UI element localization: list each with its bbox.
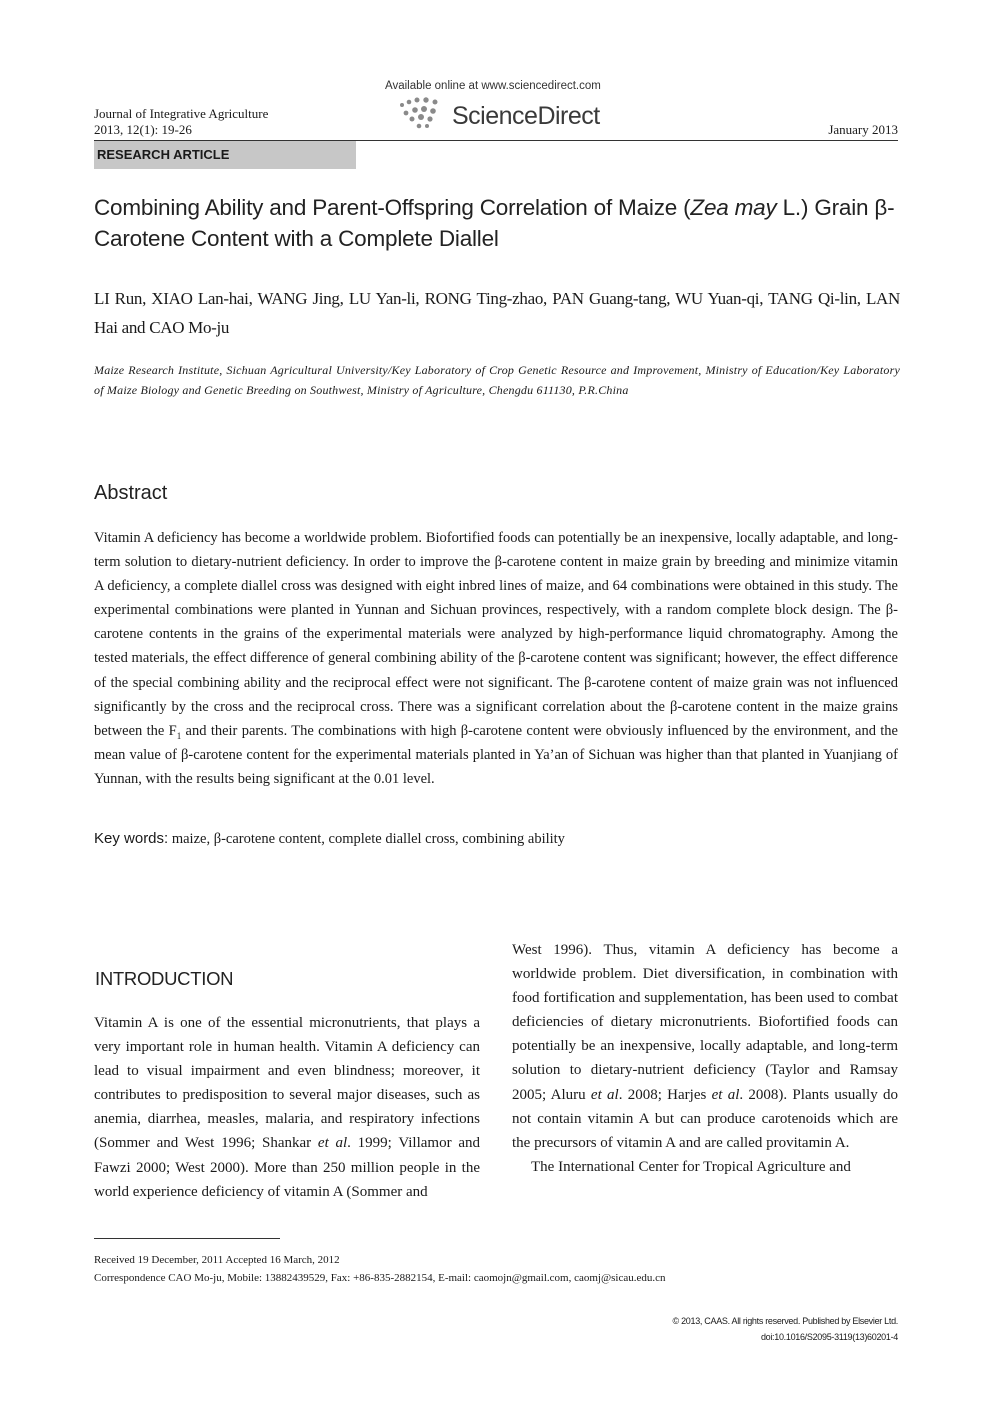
intro-right-etal-2: et al <box>711 1086 740 1103</box>
keywords-values: maize, β-carotene content, complete diallel cross, combining ability <box>168 831 565 847</box>
author-list: LI Run, XIAO Lan-hai, WANG Jing, LU Yan-li, RONG Ting-zhao, PAN Guang-tang, WU Yuan-qi, TANG Qi-lin, LAN Hai and CAO Mo-ju <box>94 289 900 337</box>
introduction-right-column <box>512 938 898 1179</box>
abstract-text <box>94 526 898 791</box>
intro-right-text-b: . 2008; Harjes <box>618 1086 712 1103</box>
article-type-label: RESEARCH ARTICLE <box>94 141 356 169</box>
correspondence-info: Correspondence CAO Mo-ju, Mobile: 13882439529, Fax: +86-835-2882154, E-mail: caomojn@gmail.com, caomj@sicau.edu.cn <box>94 1272 666 1284</box>
title-part-2: L.) Grain β-Carotene Content with a Complete Diallel <box>94 195 895 251</box>
title-species: Zea may <box>690 195 777 220</box>
copyright-notice: © 2013, CAAS. All rights reserved. Published by Elsevier Ltd. <box>672 1316 898 1326</box>
journal-issue: 2013, 12(1): 19-26 <box>94 122 192 137</box>
intro-left-etal: et al <box>317 1135 348 1152</box>
footnote-divider <box>94 1238 280 1239</box>
introduction-paragraph <box>94 1011 480 1204</box>
introduction-paragraph-2: The International Center for Tropical Agriculture and <box>531 1158 851 1175</box>
keywords-label: Key words: <box>94 830 169 847</box>
received-dates: Received 19 December, 2011 Accepted 16 March, 2012 <box>94 1254 340 1266</box>
keywords <box>94 827 898 851</box>
issue-date: January 2013 <box>828 122 898 137</box>
abstract-text-a: Vitamin A deficiency has become a worldwide problem. Biofortified foods can potentially be an inexpensive, locally adaptable, and long-term solution to dietary-nutrient deficiency. In order to improve the β-carotene content in maize grain by breeding and minimize vitamin A deficiency, a complete diallel cross was designed with eight inbred lines of maize, and 64 combinations were obtained in this study. The experimental combinations were planted in Yunnan and Sichuan provinces, respectively, with a random complete block design. The β-carotene contents in the grains of the experimental materials were analyzed by high-performance liquid chromatography. Among the tested materials, the effect difference of general combining ability of the β-carotene content was significant; however, the effect difference of the special combining ability and the reciprocal effect were not significant. The β-carotene content of maize grain was not influenced significantly by the cross and the reciprocal cross. There was a significant correlation about the β-carotene content in the maize grains between the F <box>94 530 898 739</box>
journal-citation <box>94 106 268 138</box>
intro-right-text-c: . 2008). Plants usually do not contain vitamin A but can produce carotenoids which are the precursors of vitamin A and are called provitamin A. <box>512 1086 898 1151</box>
journal-name: Journal of Integrative Agriculture <box>94 106 269 121</box>
affiliation: Maize Research Institute, Sichuan Agricultural University/Key Laboratory of Crop Genetic Resource and Improvement, Ministry of Education/Key Laboratory of Maize Biology and Genetic Breeding on Southwest, Ministry of Agriculture, Chengdu 611130, P.R.China <box>94 363 900 397</box>
available-online-text[interactable]: Available online at www.sciencedirect.com <box>385 80 601 92</box>
abstract-heading: Abstract <box>94 482 168 504</box>
abstract-text-b: and their parents. The combinations with high β-carotene content were obviously influenced by the environment, and the mean value of β-carotene content for the experimental materials planted in Ya’an of Sichuan was higher than that planted in Yuanjiang of Yunnan, with the results being significant at the 0.01 level. <box>94 722 898 787</box>
intro-left-text-a: Vitamin A is one of the essential micronutrients, that plays a very important role in human health. Vitamin A deficiency can lead to visual impairment and even blindness; moreover, it contributes to predisposition to several major diseases, such as anemia, diarrhea, measles, malaria, and respiratory infections (Sommer and West 1996; Shankar <box>94 1015 480 1152</box>
introduction-left-column <box>94 1011 480 1204</box>
introduction-heading: INTRODUCTION <box>95 968 234 989</box>
abstract-subscript: 1 <box>176 730 182 741</box>
doi-link[interactable]: doi:10.1016/S2095-3119(13)60201-4 <box>760 1332 898 1342</box>
introduction-paragraph <box>512 938 898 1155</box>
intro-left-text-b: . 1999; Villamor and Fawzi 2000; West 2000). More than 250 million people in the world experience deficiency of vitamin A (Sommer and <box>94 1135 480 1200</box>
article-title <box>94 192 904 254</box>
intro-right-text-a: West 1996). Thus, vitamin A deficiency has become a worldwide problem. Diet diversification, in combination with food fortification and supplementation, has been used to combat deficiencies of dietary micronutrients. Biofortified foods can potentially be an inexpensive, locally adaptable, and long-term solution to dietary-nutrient deficiency (Taylor and Ramsay 2005; Aluru <box>512 942 898 1103</box>
sciencedirect-logo-text[interactable]: ScienceDirect <box>452 102 600 130</box>
intro-right-etal-1: et al <box>590 1086 619 1103</box>
title-part-1: Combining Ability and Parent-Offspring Correlation of Maize ( <box>94 195 691 220</box>
